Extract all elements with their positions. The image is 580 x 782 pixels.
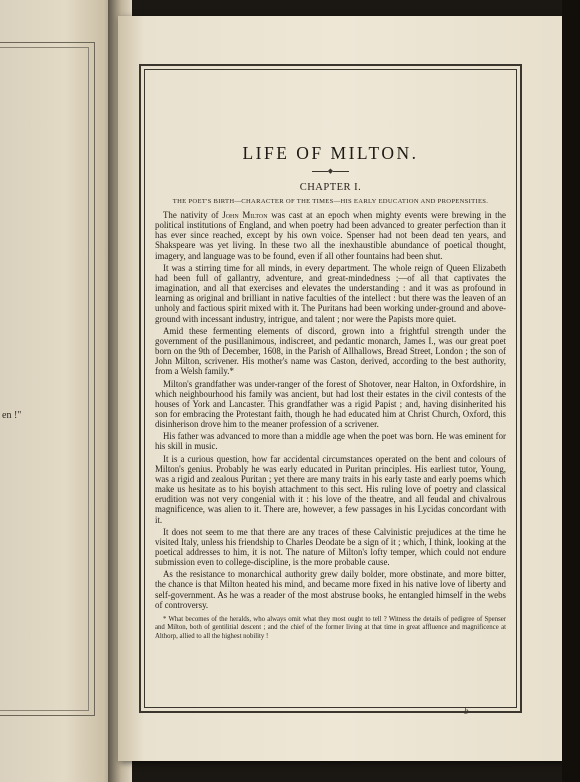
background-edge (562, 0, 580, 782)
page-title: LIFE OF MILTON. (242, 143, 419, 163)
ornament-rule-right (333, 171, 349, 172)
paragraph: It does not seem to me that there are any traces of these Calvinistic prejudices at the time he visited Italy, unless his friendship to Charles Deodate be a sign of it ; which, I think, looking at the poetical addresses to him, it is not. The nature of Milton's lofty temper, which could not endure submission even to college-discipline, is the more probable cause. (155, 526, 506, 568)
right-page (118, 16, 562, 761)
left-page-text-fragment: en !" (2, 410, 22, 421)
paragraph: It is a curious question, how far accidental circumstances operated on the bent and colours of Milton's genius. Probably he was early educated in Puritan principles. His earliest tutor, Young, was a rigid and zealous Puritan ; yet there are many traits in his early taste and early poems which make us hesitate as to his boyish attachment to this sect. His ruling love of poetry and classical erudition was not very congenial with it : his love of the theatre, and all feudal and chivalrous magnificence, was alien to it. There are, however, a few passages in his Lycidas concordant with it. (155, 453, 506, 525)
chapter-subtitle: THE POET'S BIRTH—CHARACTER OF THE TIMES—HIS EARLY EDUCATION AND PROPENSITIES. (172, 198, 489, 205)
signature-mark: b (464, 706, 469, 716)
footnote: * What becomes of the heralds, who always omit what they most ought to tell ? Witness the details of pedigree of Spenser and Milton, both of gentilitial descent ; and the chief of the former living at that time in great affluence and magnificence at Althorp, allied to all the highest nobility ! (155, 615, 506, 640)
paragraph: Milton's grandfather was under-ranger of the forest of Shotover, near Halton, in Oxfordshire, in which neighbourhood his family was ancient, but had lost their estates in the civil contests of the houses of York and Lancaster. This grandfather was a rigid Papist ; and, having disinherited his son for embracing the Protestant faith, though he had educated him at Christ Church, Oxford, this disinherison drove him to the meaner profession of a scrivener. (155, 378, 506, 430)
left-page-inner-border (0, 47, 89, 711)
paragraph-lead: The nativity of (163, 210, 223, 220)
paragraph-rest: was cast at an epoch when mighty events were brewing in the political institutions of England, and when poetry had been advanced to greater perfection than it has ever since reached, except by his own voice. Spenser had not been dead ten years, and Shakspeare was yet living. In these two all the inexhaustible abundance of poetical thought, imagery, and language was to be found, even if all other fountains had been shut. (155, 210, 506, 261)
page-inner-border (144, 69, 517, 708)
chapter-heading: CHAPTER I. (299, 182, 362, 193)
left-page (0, 0, 118, 782)
paragraph: Amid these fermenting elements of discord, grown into a frightful strength under the government of the pusillanimous, indiscreet, and pedantic monarch, James I., was our great poet born on the 9th of December, 1608, in the Parish of Allhallows, Bread Street, London ; the son of John Milton, scrivener. His mother's name was Caston, derived, according to the best authority, from a Welsh family.* (155, 325, 506, 377)
paragraph: As the resistance to monarchical authority grew daily bolder, more obstinate, and more bitter, the chance is that Milton heated his mind, and became more fixed in his native love of liberty and self-government. As he was a reader of the most abstruse books, he entangled himself in the webs of controversy. (155, 569, 506, 610)
author-name: John Milton (222, 210, 268, 220)
page-border (139, 64, 522, 713)
diamond-icon: ◆ (327, 167, 334, 175)
title-ornament (155, 167, 506, 175)
body-text (155, 210, 506, 610)
paragraph: It was a stirring time for all minds, in every department. The whole reign of Queen Elizabeth had been full of gallantry, adventure, and great-mindedness ;—of all that captivates the imagination, and all that exercises and elevates the understanding : and it was as profound in learning as original and brilliant in native faculties of the intellect : but there was the leaven of an unholy and factious spirit mixed with it. The Puritans had been working under-ground and above-ground with incessant industry, intrigue, and talent ; nor were the Papists more quiet. (155, 262, 506, 324)
ornament-rule-left (312, 171, 328, 172)
page-content (155, 70, 506, 641)
paragraph (155, 210, 506, 261)
paragraph: His father was advanced to more than a middle age when the poet was born. He was eminent for his skill in music. (155, 431, 506, 452)
